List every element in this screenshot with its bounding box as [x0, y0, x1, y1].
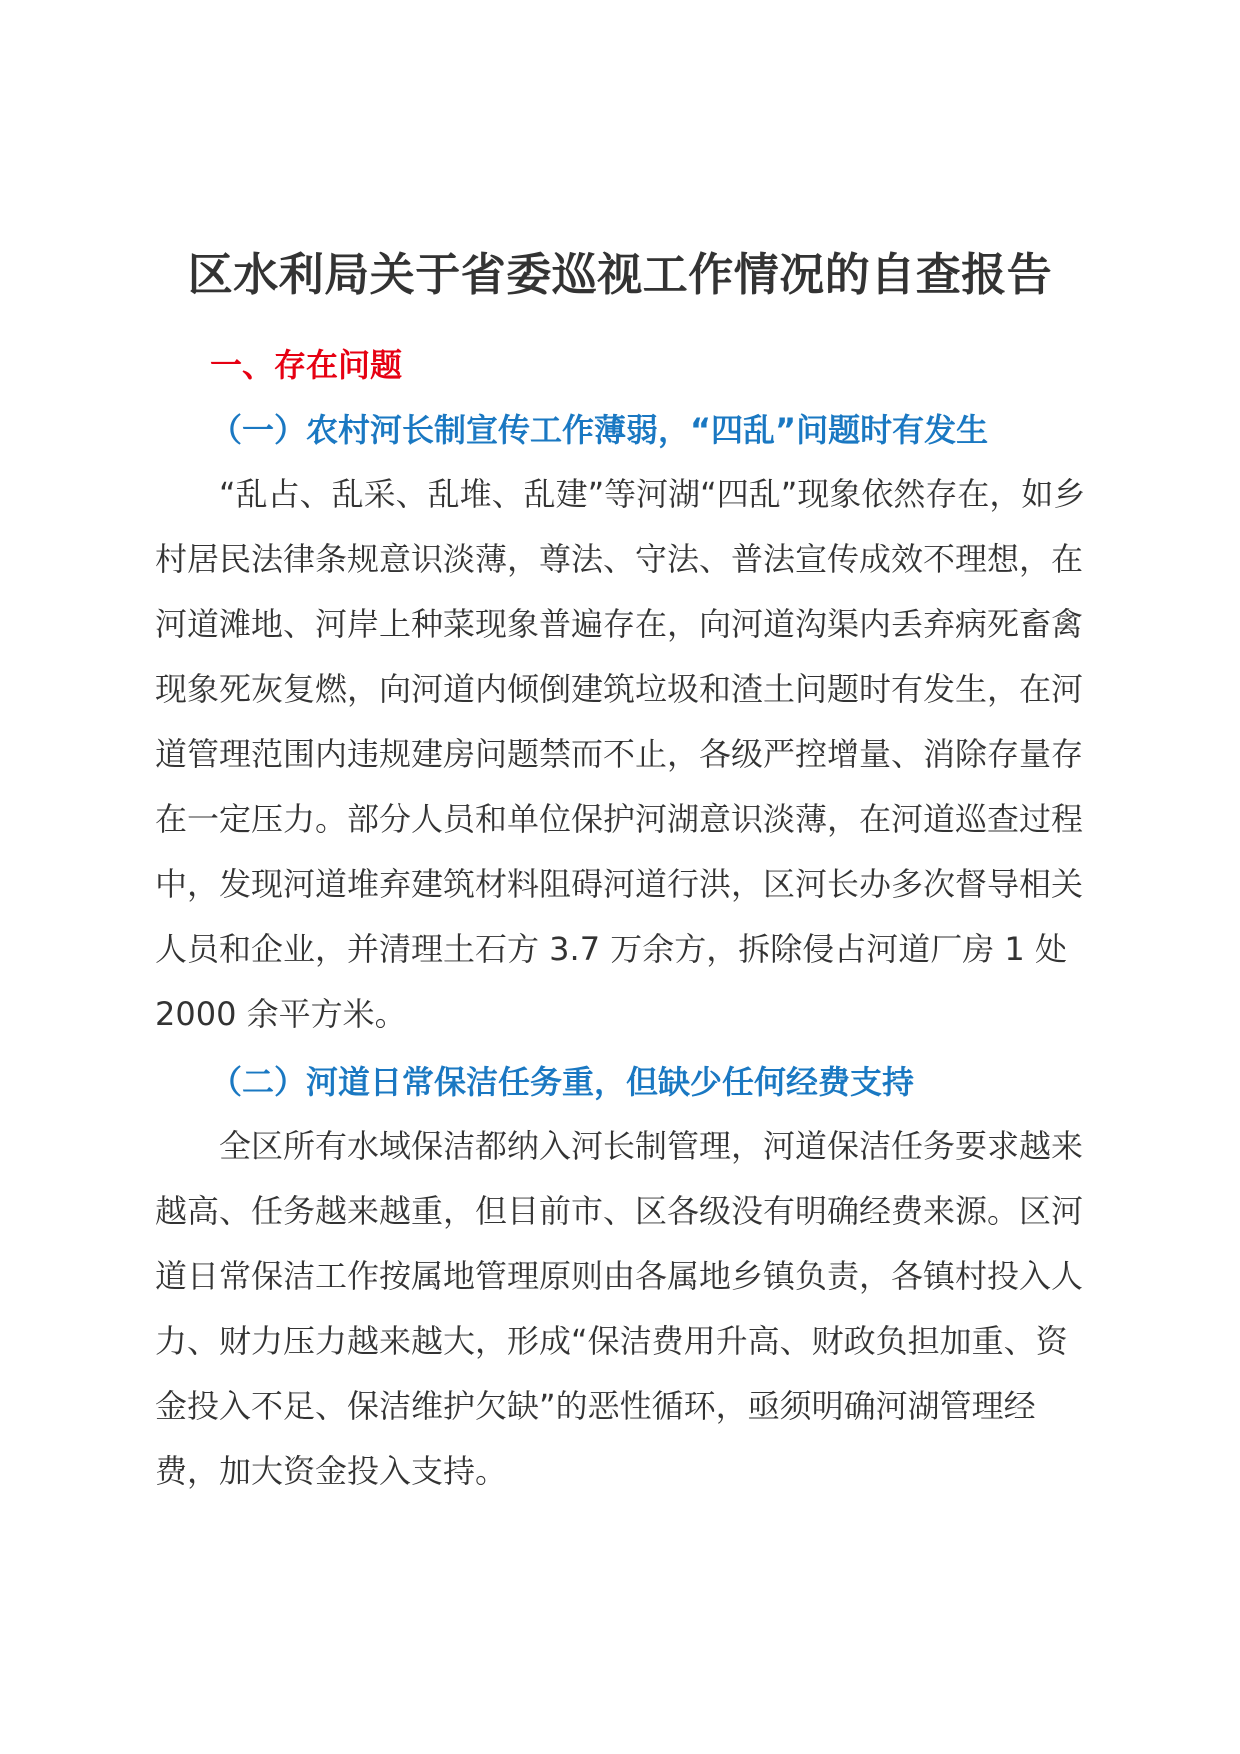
document-title: 区水利局关于省委巡视工作情况的自查报告: [187, 248, 1053, 301]
section-heading-problems: 一、存在问题: [210, 346, 403, 384]
subsection-body-2: 全区所有水域保洁都纳入河长制管理，河道保洁任务要求越来越高、任务越来越重，但目前市、区各级没有明确经费来源。区河道日常保洁工作按属地管理原则由各属地乡镇负责，各镇村投入人力、财力压力越来越大，形成“保洁费用升高、财政负担加重、资金投入不足、保洁维护欠缺”的恶性循环，亟须明确河湖管理经费，加大资金投入支持。: [155, 1127, 1084, 1490]
subsection-heading-1: （一）农村河长制宣传工作薄弱，“四乱”问题时有发生: [210, 411, 989, 449]
subsection-body-1: “乱占、乱采、乱堆、乱建”等河湖“四乱”现象依然存在，如乡村居民法律条规意识淡薄，尊法、守法、普法宣传成效不理想，在河道滩地、河岸上种菜现象普遍存在，向河道沟渠内丢弃病死畜禽现象死灰复燃，向河道内倾倒建筑垃圾和渣土问题时有发生，在河道管理范围内违规建房问题禁而不止，各级严控增量、消除存量存在一定压力。部分人员和单位保护河湖意识淡薄，在河道巡查过程中，发现河道堆弃建筑材料阻碍河道行洪，区河长办多次督导相关人员和企业，并清理土石方 3.7 万余方，拆除侵占河道厂房 1 处 2000 余平方米。: [155, 475, 1086, 1033]
subsection-heading-2: （二）河道日常保洁任务重，但缺少任何经费支持: [210, 1063, 915, 1101]
